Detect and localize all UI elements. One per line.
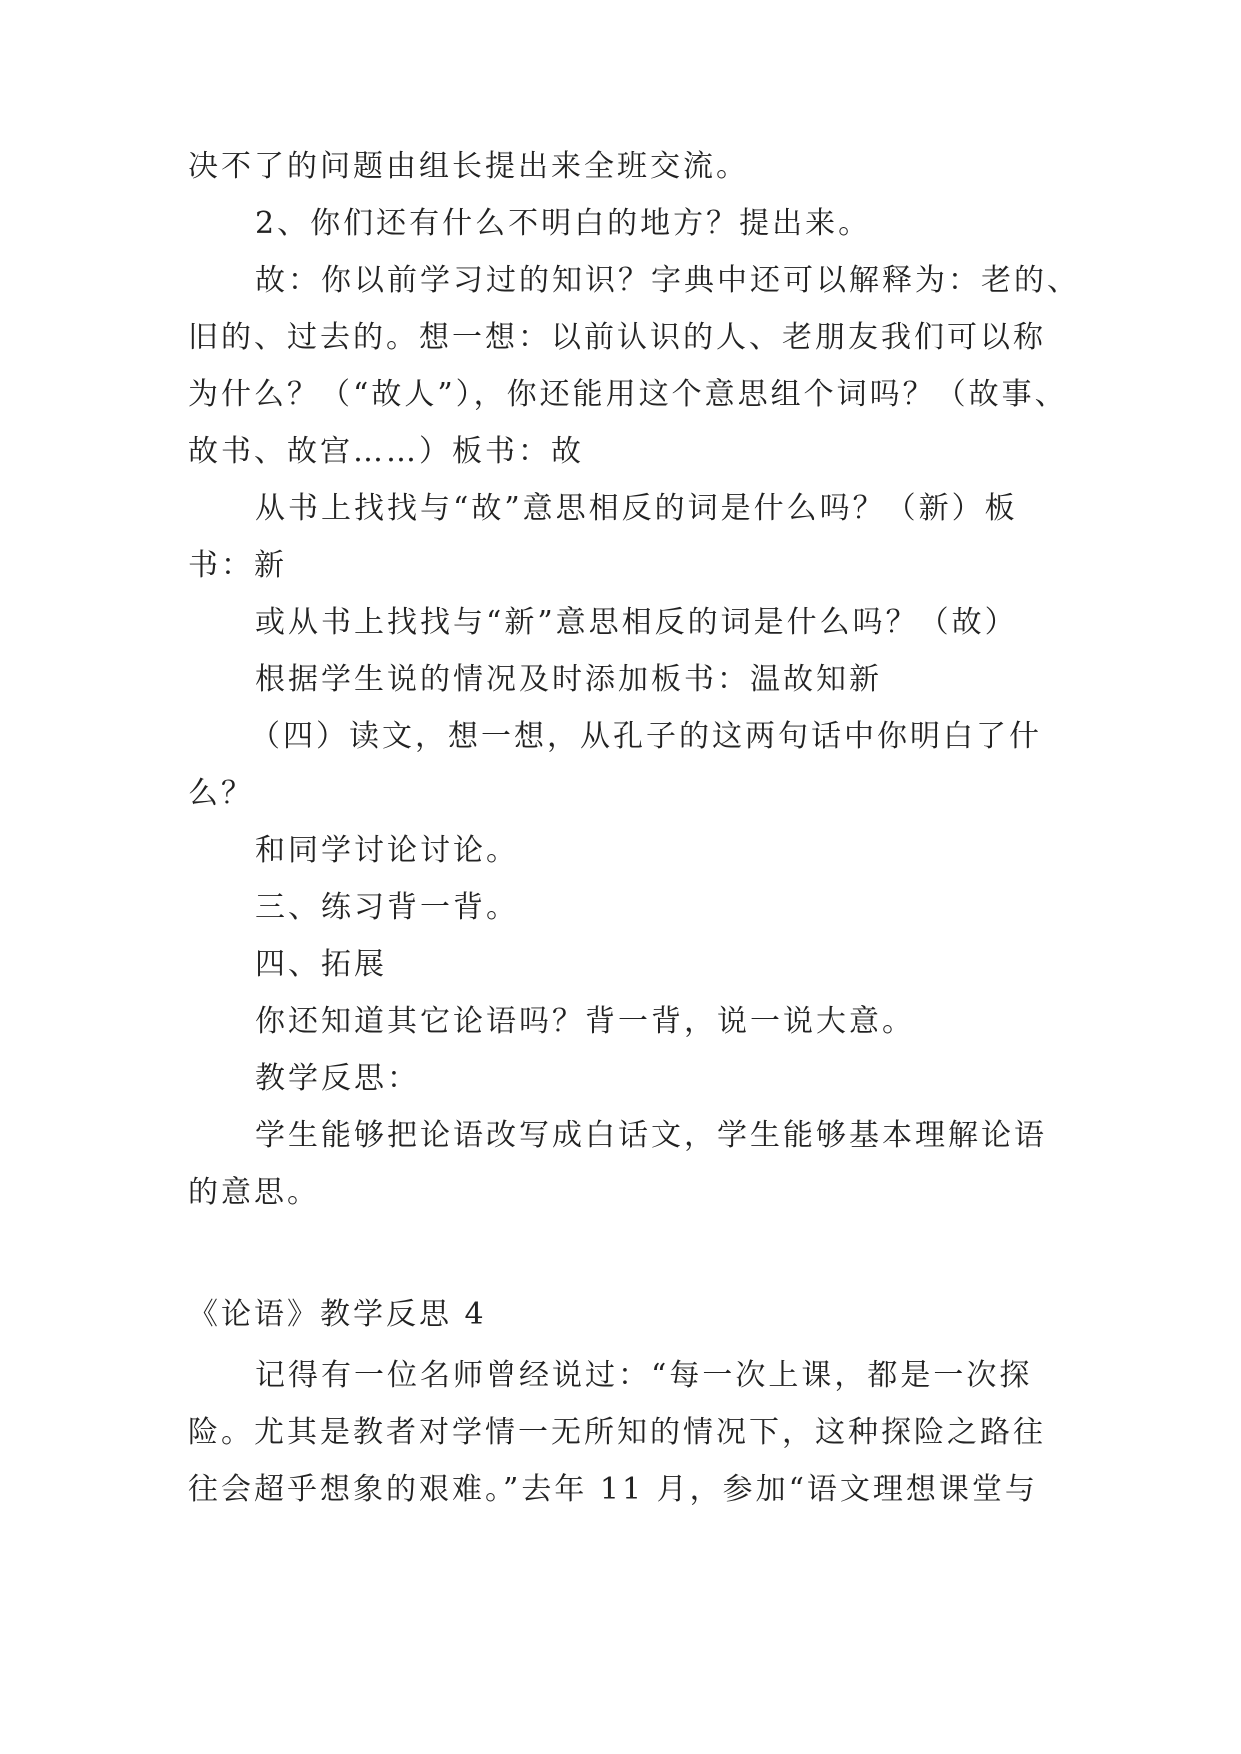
text-line: 你还知道其它论语吗？背一背，说一说大意。 <box>255 1004 915 1039</box>
text-line: 的意思。 <box>188 1175 320 1210</box>
text-line: 故书、故宫……）板书：故 <box>188 434 584 469</box>
text-line: 根据学生说的情况及时添加板书：温故知新 <box>255 662 882 697</box>
text-line: 险。尤其是教者对学情一无所知的情况下，这种探险之路往 <box>188 1415 1046 1450</box>
text-line: 记得有一位名师曾经说过：“每一次上课，都是一次探 <box>255 1358 1033 1393</box>
text-line: 2、你们还有什么不明白的地方？提出来。 <box>255 206 872 241</box>
text-line: 决不了的问题由组长提出来全班交流。 <box>188 149 749 184</box>
text-line: 和同学讨论讨论。 <box>255 833 519 868</box>
text-line: 三、练习背一背。 <box>255 890 519 925</box>
text-line: 为什么？（“故人”），你还能用这个意思组个词吗？（故事、 <box>188 377 1068 412</box>
text-line: 书：新 <box>188 548 287 583</box>
text-line: 或从书上找找与“新”意思相反的词是什么吗？（故） <box>255 605 1018 640</box>
text-line: 学生能够把论语改写成白话文，学生能够基本理解论语 <box>255 1118 1047 1153</box>
text-line: （四）读文，想一想，从孔子的这两句话中你明白了什 <box>250 719 1042 754</box>
text-line: 四、拓展 <box>255 947 387 982</box>
section-title: 《论语》教学反思 4 <box>188 1297 487 1332</box>
text-line: 往会超乎想象的艰难。”去年 11 月，参加“语文理想课堂与 <box>188 1472 1038 1507</box>
text-line: 么？ <box>188 776 254 811</box>
text-line: 教学反思： <box>255 1061 420 1096</box>
text-line: 从书上找找与“故”意思相反的词是什么吗？（新）板 <box>255 491 1018 526</box>
text-line: 旧的、过去的。想一想：以前认识的人、老朋友我们可以称 <box>188 320 1046 355</box>
text-line: 故：你以前学习过的知识？字典中还可以解释为：老的、 <box>255 263 1080 298</box>
